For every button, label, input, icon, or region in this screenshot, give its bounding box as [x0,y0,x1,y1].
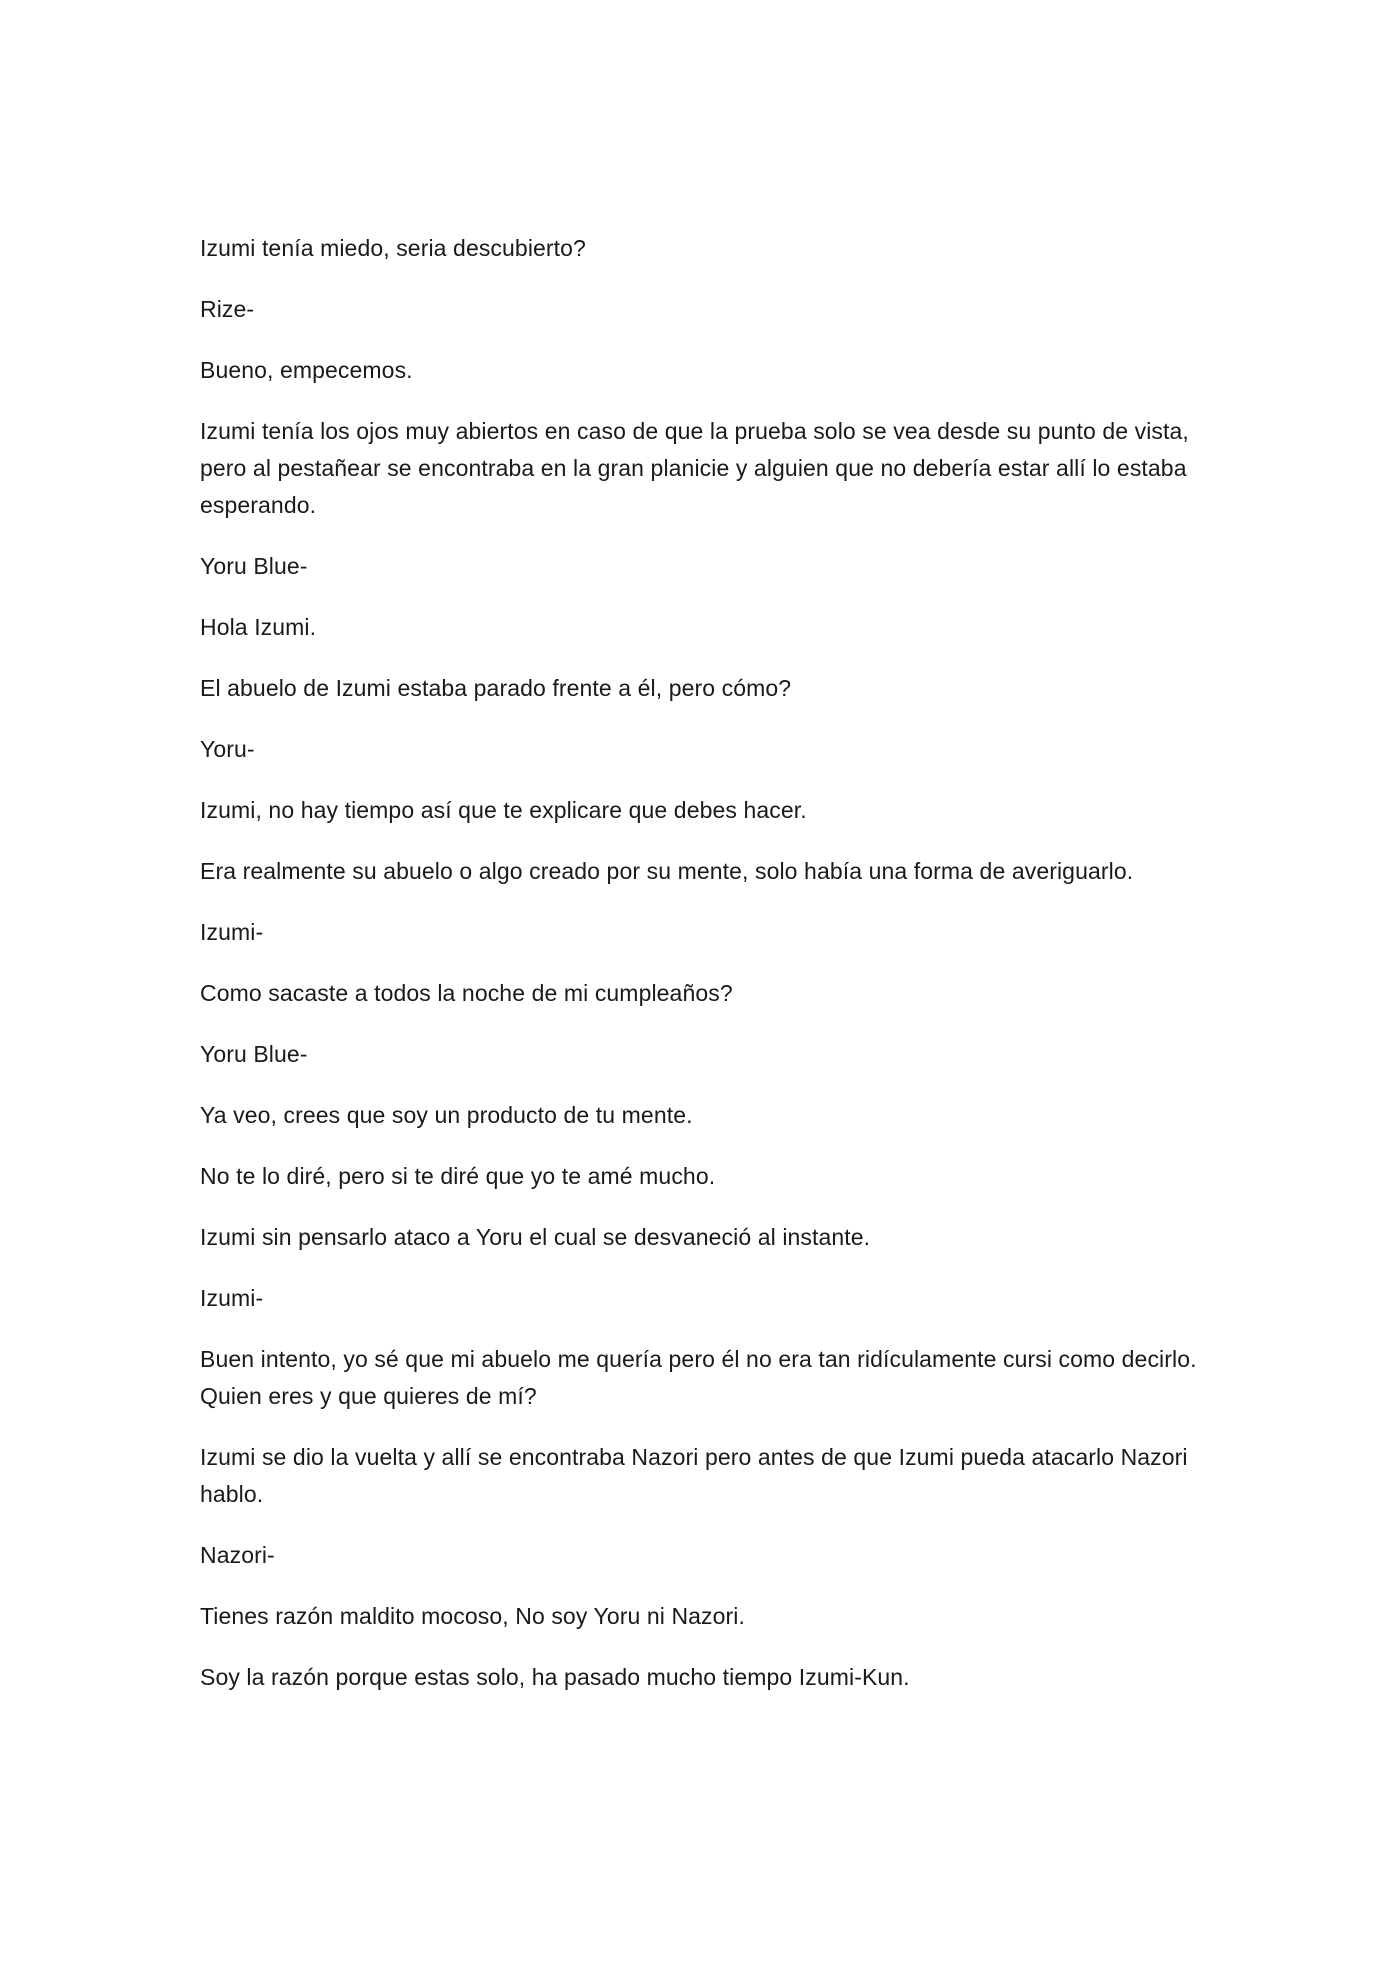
dialogue-line: Izumi, no hay tiempo así que te explicare que debes hacer. [200,797,807,823]
speaker-label: Rize- [200,296,255,322]
speaker-label: Nazori- [200,1542,275,1568]
dialogue-line: Soy la razón porque estas solo, ha pasado mucho tiempo Izumi-Kun. [200,1664,910,1690]
document-body [200,230,1210,1720]
dialogue-line: Hola Izumi. [200,614,317,640]
speaker-label: Yoru Blue- [200,553,308,579]
speaker-label: Yoru- [200,736,255,762]
dialogue-line: No te lo diré, pero si te diré que yo te amé mucho. [200,1163,716,1189]
dialogue-line: Como sacaste a todos la noche de mi cumpleaños? [200,980,733,1006]
narration-paragraph: Izumi tenía miedo, seria descubierto? [200,235,586,261]
dialogue-line: Ya veo, crees que soy un producto de tu mente. [200,1102,693,1128]
narration-paragraph: Izumi sin pensarlo ataco a Yoru el cual se desvaneció al instante. [200,1224,871,1250]
speaker-label: Yoru Blue- [200,1041,308,1067]
speaker-label: Izumi- [200,1285,264,1311]
narration-paragraph: Izumi tenía los ojos muy abiertos en caso de que la prueba solo se vea desde su punto de vista, pero al pestañear se encontraba en la gran planicie y alguien que no debería estar allí lo estaba esperando. [200,418,1189,518]
dialogue-line: Buen intento, yo sé que mi abuelo me quería pero él no era tan ridículamente cursi como decirlo. Quien eres y que quieres de mí? [200,1346,1197,1409]
narration-paragraph: Izumi se dio la vuelta y allí se encontraba Nazori pero antes de que Izumi pueda atacarlo Nazori hablo. [200,1444,1188,1507]
narration-paragraph: El abuelo de Izumi estaba parado frente a él, pero cómo? [200,675,792,701]
narration-paragraph: Era realmente su abuelo o algo creado por su mente, solo había una forma de averiguarlo. [200,858,1134,884]
dialogue-line: Tienes razón maldito mocoso, No soy Yoru ni Nazori. [200,1603,746,1629]
dialogue-line: Bueno, empecemos. [200,357,413,383]
speaker-label: Izumi- [200,919,264,945]
